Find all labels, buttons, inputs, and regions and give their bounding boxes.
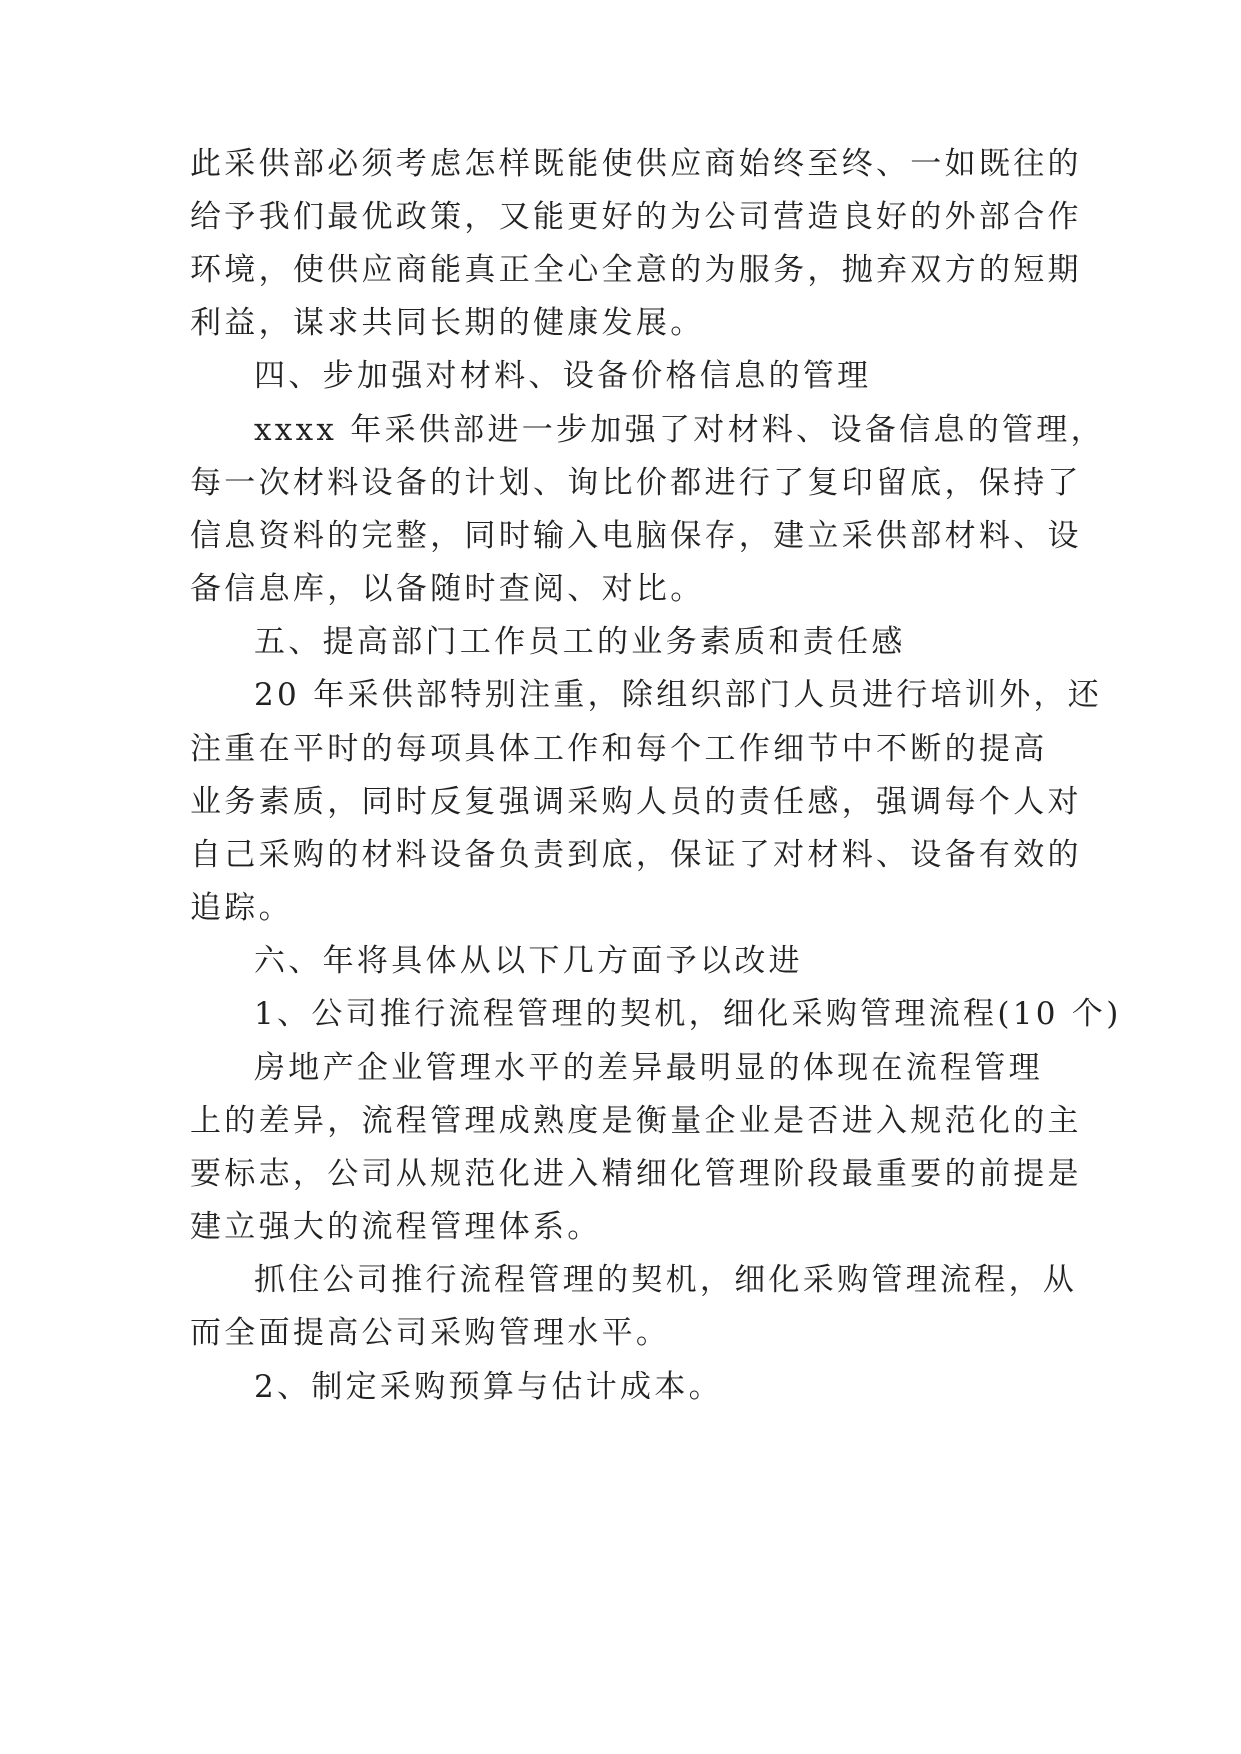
body-text-line: 业务素质，同时反复强调采购人员的责任感，强调每个人对 bbox=[190, 784, 1082, 820]
body-text-line: 注重在平时的每项具体工作和每个工作细节中不断的提高 bbox=[190, 731, 1048, 767]
body-text-line: 利益，谋求共同长期的健康发展。 bbox=[190, 305, 705, 341]
section-heading: 六、年将具体从以下几方面予以改进 bbox=[254, 943, 803, 979]
body-text-line: 自己采购的材料设备负责到底，保证了对材料、设备有效的 bbox=[190, 837, 1082, 873]
body-text-line: 要标志，公司从规范化进入精细化管理阶段最重要的前提是 bbox=[190, 1156, 1082, 1192]
body-text-line: 建立强大的流程管理体系。 bbox=[190, 1209, 602, 1245]
body-text-line: 每一次材料设备的计划、询比价都进行了复印留底，保持了 bbox=[190, 465, 1082, 501]
body-text-line: 环境，使供应商能真正全心全意的为服务，抛弃双方的短期 bbox=[190, 252, 1082, 288]
body-text-line: 信息资料的完整，同时输入电脑保存，建立采供部材料、设 bbox=[190, 518, 1082, 554]
subsection-heading: 2、制定采购预算与估计成本。 bbox=[254, 1369, 723, 1405]
body-text-line: 20 年采供部特别注重，除组织部门人员进行培训外，还 bbox=[254, 677, 1103, 713]
subsection-heading: 1、公司推行流程管理的契机，细化采购管理流程(10 个) bbox=[254, 996, 1122, 1032]
body-text-line: 上的差异，流程管理成熟度是衡量企业是否进入规范化的主 bbox=[190, 1103, 1082, 1139]
body-text-line: 备信息库，以备随时查阅、对比。 bbox=[190, 571, 705, 607]
body-text-line: 追踪。 bbox=[190, 890, 293, 926]
body-text-line: 此采供部必须考虑怎样既能使供应商始终至终、一如既往的 bbox=[190, 146, 1082, 182]
body-text-line: 抓住公司推行流程管理的契机，细化采购管理流程，从 bbox=[254, 1262, 1078, 1298]
body-text-line: 给予我们最优政策，又能更好的为公司营造良好的外部合作 bbox=[190, 199, 1082, 235]
body-text-line: xxxx 年采供部进一步加强了对材料、设备信息的管理， bbox=[254, 412, 1105, 448]
section-heading: 五、提高部门工作员工的业务素质和责任感 bbox=[254, 624, 906, 660]
section-heading: 四、步加强对材料、设备价格信息的管理 bbox=[254, 358, 872, 394]
body-text-line: 而全面提高公司采购管理水平。 bbox=[190, 1315, 671, 1351]
body-text-line: 房地产企业管理水平的差异最明显的体现在流程管理 bbox=[254, 1050, 1043, 1086]
